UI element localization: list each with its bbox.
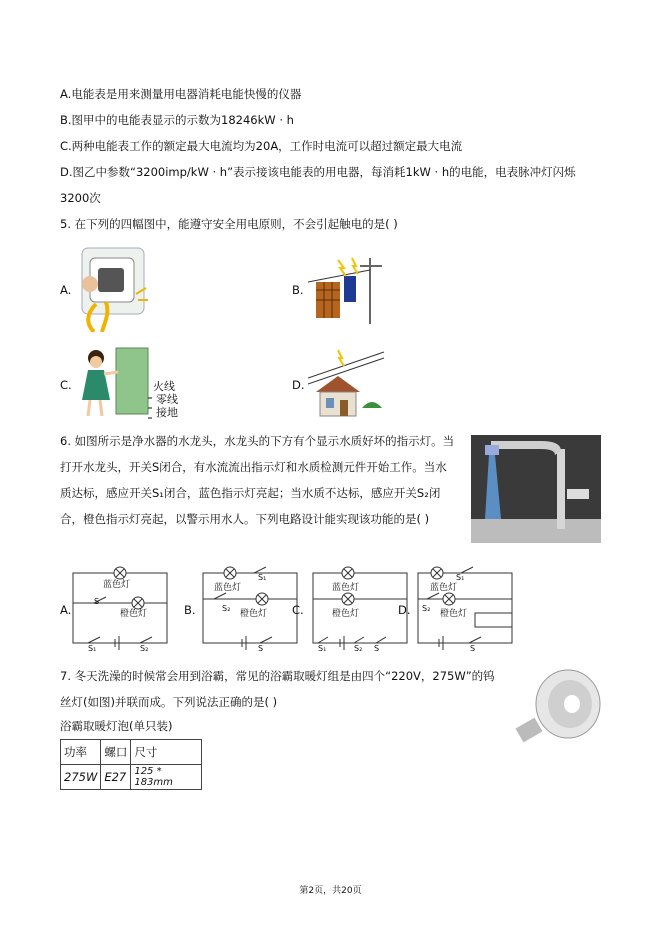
circuit-d-orange-label: 橙色灯 [440,609,468,619]
circuit-b-blue-label: 蓝色灯 [214,583,242,593]
question-6-line3: 质达标，感应开关S₁闭合，蓝色指示灯亮起；当水质不达标，感应开关S₂闭 [60,486,441,500]
q5-option-d: D. [292,378,305,392]
circuit-c-s1-label: S₁ [318,644,327,653]
option-b-text: B.图甲中的电能表显示的示数为18246kW · h [60,113,294,127]
q6-option-a: A. [60,603,72,617]
question-7-line2: 丝灯(如图)并联而成。下列说法正确的是( ) [60,695,278,709]
circuit-c-blue-label: 蓝色灯 [332,583,360,593]
table-cell-power: 275W [61,765,101,790]
question-6-line1: 6. 如图所示是净水器的水龙头，水龙头的下方有个显示水质好坏的指示灯。当 [60,434,455,448]
page-footer: 第2页，共20页 [299,886,362,896]
question-6-line2: 打开水龙头，开关S闭合，有水流流出指示灯和水质检测元件开始工作。当水 [60,460,447,474]
table-row [61,765,202,790]
table-header-power: 功率 [61,740,101,765]
table-cell-size: 125 * 183mm [131,765,202,790]
circuit-b-s1-label: S₁ [258,573,267,582]
neutral-wire-label: 零线 [156,393,178,406]
table-header-row [61,740,202,765]
circuit-a-blue-label: 蓝色灯 [103,580,131,590]
option-d-text-cont: 3200次 [60,191,101,205]
circuit-b-s-label: S [258,644,264,653]
circuit-d-s1-label: S₁ [456,573,465,582]
question-5: 5. 在下列的四幅图中，能遵守安全用电原则，不会引起触电的是( ) [60,217,398,231]
ground-wire-label: 接地 [156,406,178,419]
q5-option-c: C. [60,378,72,392]
fire-wire-label: 火线 [153,380,175,393]
table-title: 浴霸取暖灯泡(单只装) [60,719,173,733]
circuit-b-orange-label: 橙色灯 [240,609,268,619]
circuit-a-orange-label: 橙色灯 [120,609,148,619]
house-under-lines-image [308,348,386,422]
circuit-b-s2-label: S₂ [222,604,231,613]
clothes-on-wire-image [308,254,388,330]
faucet-photo [471,435,601,547]
question-6-line4: 合，橙色指示灯亮起，以警示用水人。下列电路设计能实现该功能的是( ) [60,512,430,526]
table-header-size: 尺寸 [131,740,202,765]
circuit-d-s2-label: S₂ [422,604,431,613]
circuit-d-blue-label: 蓝色灯 [430,583,458,593]
circuit-c [313,567,407,650]
question-7-line1: 7. 冬天洗澡的时候常会用到浴霸，常见的浴霸取暖灯组是由四个“220V，275W”的钨 [60,669,495,683]
circuit-c-orange-label: 橙色灯 [332,609,360,619]
circuit-c-s-label: S [374,644,380,653]
q6-option-b: B. [184,603,196,617]
bulb-spec-table [60,739,202,790]
circuit-a-s1-label: S₁ [88,644,97,653]
option-c-text: C.两种电能表工作的额定最大电流均为20A，工作时电流可以超过额定最大电流 [60,139,463,153]
circuit-a-s2-label: S₂ [140,644,149,653]
table-cell-socket: E27 [101,765,131,790]
q6-option-c: C. [292,603,304,617]
option-a-text: A.电能表是用来测量用电器消耗电能快慢的仪器 [60,87,302,101]
option-d-text: D.图乙中参数“3200imp/kW · h”表示接该电能表的用电器，每消耗1kW · h的电能，电表脉冲灯闪烁 [60,165,576,179]
q5-option-a: A. [60,283,72,297]
bulb-photo [512,666,602,756]
q5-option-b: B. [292,283,304,297]
circuit-d-s-label: S [470,644,476,653]
socket-plug-image [76,244,150,336]
q6-option-d: D. [398,603,411,617]
circuit-c-s2-label: S₂ [354,644,363,653]
table-header-socket: 螺口 [101,740,131,765]
circuit-a-s-label: S [94,597,100,606]
